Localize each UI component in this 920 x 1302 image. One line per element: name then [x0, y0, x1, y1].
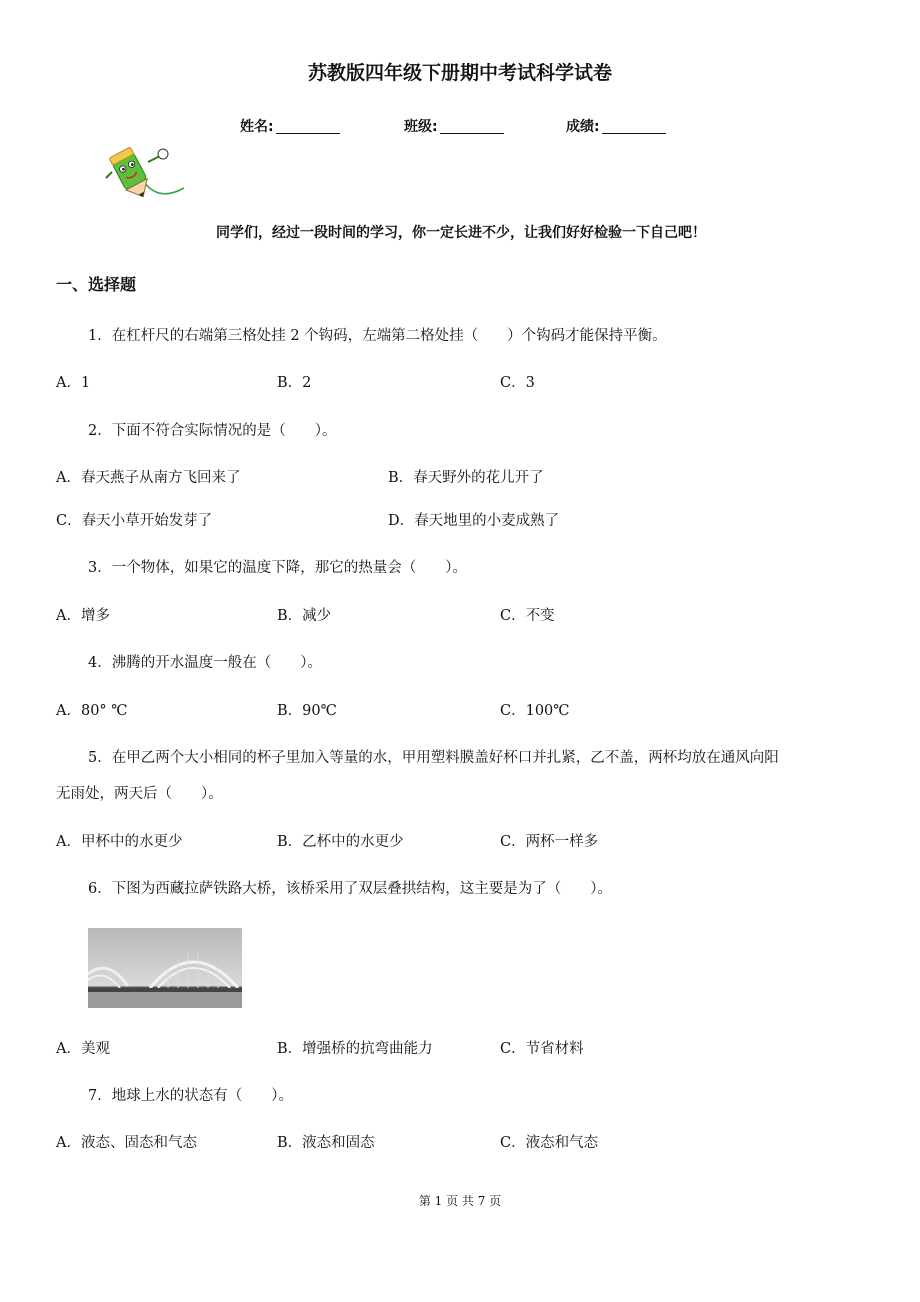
- score-field: [566, 116, 666, 136]
- section-heading: 一、选择题: [56, 275, 137, 294]
- q2-option-d[interactable]: D．春天地里的小麦成熟了: [388, 513, 560, 529]
- score-label: 成绩:: [566, 119, 600, 135]
- q6-option-a[interactable]: A．美观: [56, 1041, 110, 1057]
- question-4: 4．沸腾的开水温度一般在（ ）。: [88, 655, 322, 671]
- question-6: 6．下图为西藏拉萨铁路大桥，该桥采用了双层叠拱结构，这主要是为了（ ）。: [88, 881, 612, 897]
- bridge-photo: [88, 928, 242, 1008]
- q5-option-a[interactable]: A．甲杯中的水更少: [56, 834, 183, 850]
- question-1: 1．在杠杆尺的右端第三格处挂 2 个钩码，左端第二格处挂（ ）个钩码才能保持平衡。: [88, 328, 667, 344]
- q2-option-a[interactable]: A．春天燕子从南方飞回来了: [56, 470, 241, 486]
- class-blank: [440, 119, 504, 134]
- question-5-line-2: 无雨处，两天后（ ）。: [56, 786, 223, 802]
- q1-option-b[interactable]: B．2: [277, 375, 312, 391]
- name-field: [240, 116, 340, 136]
- q4-option-a[interactable]: A．80° ℃: [56, 703, 128, 719]
- q3-option-a[interactable]: A．增多: [56, 608, 110, 624]
- score-blank: [602, 119, 666, 134]
- q3-option-b[interactable]: B．减少: [277, 608, 332, 624]
- q6-option-c[interactable]: C．节省材料: [500, 1041, 584, 1057]
- q5-option-c[interactable]: C．两杯一样多: [500, 834, 599, 850]
- q4-option-b[interactable]: B．90℃: [277, 703, 337, 719]
- q5-option-b[interactable]: B．乙杯中的水更少: [277, 834, 404, 850]
- question-7: 7．地球上水的状态有（ ）。: [88, 1088, 293, 1104]
- page-title: 苏教版四年级下册期中考试科学试卷: [307, 62, 612, 84]
- q7-option-c[interactable]: C．液态和气态: [500, 1135, 599, 1151]
- question-2: 2．下面不符合实际情况的是（ ）。: [88, 423, 337, 439]
- q2-option-b[interactable]: B．春天野外的花儿开了: [388, 470, 544, 486]
- name-blank: [276, 119, 340, 134]
- q3-option-c[interactable]: C．不变: [500, 608, 555, 624]
- name-label: 姓名:: [240, 119, 274, 135]
- q6-option-b[interactable]: B．增强桥的抗弯曲能力: [277, 1041, 433, 1057]
- q1-option-a[interactable]: A．1: [56, 375, 91, 391]
- question-5-line-1: 5．在甲乙两个大小相同的杯子里加入等量的水，甲用塑料膜盖好杯口并扎紧，乙不盖，两杯均放在通风向阳: [88, 750, 779, 766]
- q1-option-c[interactable]: C．3: [500, 375, 535, 391]
- q7-option-a[interactable]: A．液态、固态和气态: [56, 1135, 197, 1151]
- class-label: 班级:: [404, 119, 438, 135]
- pencil-mascot-icon: [104, 142, 186, 204]
- page-number: 第 1 页 共 7 页: [418, 1194, 502, 1208]
- q4-option-c[interactable]: C．100℃: [500, 703, 570, 719]
- class-field: [404, 116, 504, 136]
- question-3: 3．一个物体，如果它的温度下降，那它的热量会（ ）。: [88, 560, 467, 576]
- encouragement-text: 同学们，经过一段时间的学习，你一定长进不少，让我们好好检验一下自己吧！: [216, 225, 706, 241]
- q2-option-c[interactable]: C．春天小草开始发芽了: [56, 513, 213, 529]
- q7-option-b[interactable]: B．液态和固态: [277, 1135, 375, 1151]
